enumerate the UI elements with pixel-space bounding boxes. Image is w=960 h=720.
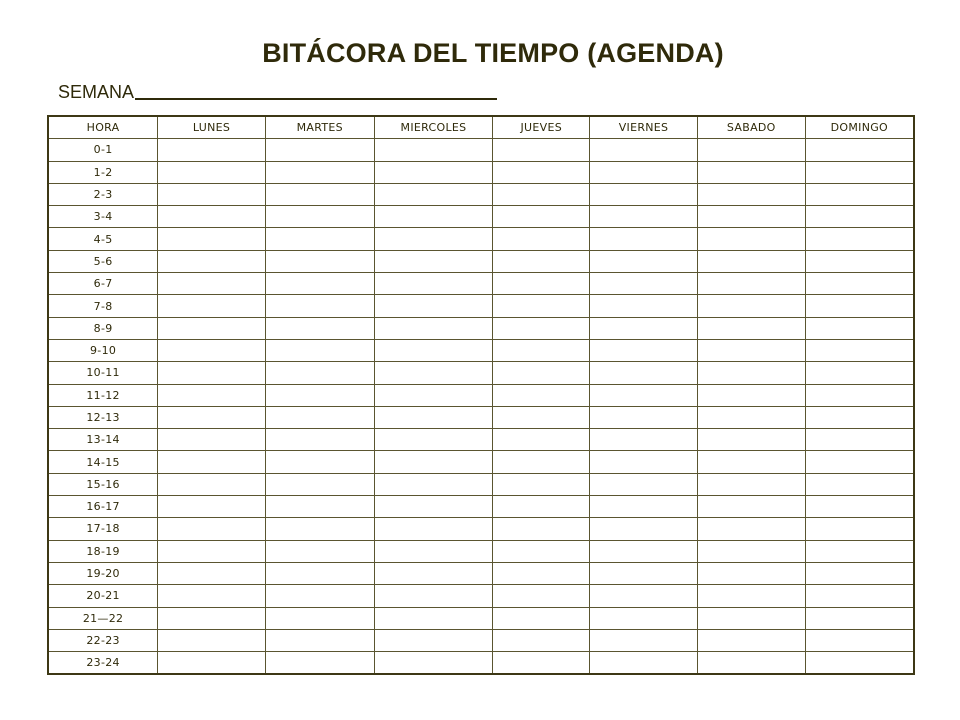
agenda-cell-miercoles[interactable]	[374, 384, 493, 406]
agenda-cell-lunes[interactable]	[158, 183, 266, 205]
agenda-cell-miercoles[interactable]	[374, 228, 493, 250]
agenda-cell-lunes[interactable]	[158, 317, 266, 339]
header-hora: HORA	[48, 116, 158, 139]
agenda-cell-miercoles[interactable]	[374, 139, 493, 161]
agenda-cell-viernes[interactable]	[590, 652, 698, 675]
agenda-cell-viernes[interactable]	[590, 585, 698, 607]
agenda-cell-martes[interactable]	[265, 362, 374, 384]
agenda-cell-martes[interactable]	[265, 473, 374, 495]
agenda-cell-lunes[interactable]	[158, 473, 266, 495]
agenda-cell-domingo[interactable]	[805, 518, 914, 540]
table-row	[48, 496, 914, 518]
agenda-cell-lunes[interactable]	[158, 562, 266, 584]
agenda-cell-jueves[interactable]	[493, 250, 590, 272]
hour-cell: 2-3	[48, 183, 158, 205]
agenda-cell-jueves[interactable]	[493, 585, 590, 607]
agenda-cell-viernes[interactable]	[590, 473, 698, 495]
hour-cell: 20-21	[48, 585, 158, 607]
agenda-cell-viernes[interactable]	[590, 139, 698, 161]
table-row	[48, 228, 914, 250]
agenda-cell-lunes[interactable]	[158, 540, 266, 562]
agenda-cell-domingo[interactable]	[805, 429, 914, 451]
agenda-cell-jueves[interactable]	[493, 451, 590, 473]
hour-cell: 0-1	[48, 139, 158, 161]
header-viernes: VIERNES	[590, 116, 698, 139]
table-row	[48, 607, 914, 629]
week-label: SEMANA	[58, 82, 135, 102]
agenda-cell-domingo[interactable]	[805, 228, 914, 250]
page-title: BITÁCORA DEL TIEMPO (AGENDA)	[262, 38, 724, 68]
agenda-cell-viernes[interactable]	[590, 406, 698, 428]
table-row	[48, 406, 914, 428]
agenda-cell-sabado[interactable]	[697, 384, 805, 406]
agenda-cell-jueves[interactable]	[493, 406, 590, 428]
agenda-cell-sabado[interactable]	[697, 206, 805, 228]
agenda-cell-jueves[interactable]	[493, 384, 590, 406]
agenda-cell-martes[interactable]	[265, 562, 374, 584]
agenda-cell-lunes[interactable]	[158, 518, 266, 540]
table-row	[48, 451, 914, 473]
agenda-cell-jueves[interactable]	[493, 473, 590, 495]
agenda-cell-martes[interactable]	[265, 206, 374, 228]
header-lunes: LUNES	[158, 116, 266, 139]
agenda-cell-sabado[interactable]	[697, 562, 805, 584]
agenda-cell-miercoles[interactable]	[374, 273, 493, 295]
agenda-cell-lunes[interactable]	[158, 629, 266, 651]
hour-cell: 11-12	[48, 384, 158, 406]
agenda-cell-sabado[interactable]	[697, 607, 805, 629]
hour-cell: 15-16	[48, 473, 158, 495]
agenda-cell-jueves[interactable]	[493, 317, 590, 339]
agenda-cell-martes[interactable]	[265, 183, 374, 205]
hour-cell: 4-5	[48, 228, 158, 250]
hour-cell: 23-24	[48, 652, 158, 675]
agenda-cell-miercoles[interactable]	[374, 161, 493, 183]
agenda-cell-jueves[interactable]	[493, 496, 590, 518]
agenda-cell-miercoles[interactable]	[374, 206, 493, 228]
agenda-cell-lunes[interactable]	[158, 139, 266, 161]
agenda-cell-miercoles[interactable]	[374, 317, 493, 339]
agenda-cell-lunes[interactable]	[158, 496, 266, 518]
agenda-cell-lunes[interactable]	[158, 161, 266, 183]
hour-cell: 8-9	[48, 317, 158, 339]
agenda-cell-viernes[interactable]	[590, 518, 698, 540]
agenda-cell-lunes[interactable]	[158, 228, 266, 250]
agenda-cell-martes[interactable]	[265, 607, 374, 629]
agenda-cell-viernes[interactable]	[590, 607, 698, 629]
agenda-cell-domingo[interactable]	[805, 629, 914, 651]
agenda-cell-sabado[interactable]	[697, 228, 805, 250]
agenda-cell-domingo[interactable]	[805, 540, 914, 562]
agenda-cell-martes[interactable]	[265, 295, 374, 317]
agenda-cell-miercoles[interactable]	[374, 451, 493, 473]
hour-cell: 21—22	[48, 607, 158, 629]
hour-cell: 6-7	[48, 273, 158, 295]
agenda-cell-martes[interactable]	[265, 652, 374, 675]
agenda-cell-lunes[interactable]	[158, 250, 266, 272]
agenda-cell-sabado[interactable]	[697, 339, 805, 361]
agenda-cell-lunes[interactable]	[158, 406, 266, 428]
agenda-cell-domingo[interactable]	[805, 451, 914, 473]
agenda-cell-lunes[interactable]	[158, 295, 266, 317]
agenda-cell-miercoles[interactable]	[374, 295, 493, 317]
table-row	[48, 429, 914, 451]
agenda-table	[47, 115, 915, 675]
agenda-cell-domingo[interactable]	[805, 473, 914, 495]
agenda-cell-jueves[interactable]	[493, 295, 590, 317]
agenda-cell-viernes[interactable]	[590, 629, 698, 651]
agenda-cell-viernes[interactable]	[590, 250, 698, 272]
agenda-cell-jueves[interactable]	[493, 339, 590, 361]
agenda-cell-lunes[interactable]	[158, 339, 266, 361]
agenda-cell-miercoles[interactable]	[374, 585, 493, 607]
agenda-cell-martes[interactable]	[265, 161, 374, 183]
table-row	[48, 384, 914, 406]
agenda-cell-martes[interactable]	[265, 250, 374, 272]
agenda-cell-martes[interactable]	[265, 585, 374, 607]
agenda-cell-lunes[interactable]	[158, 273, 266, 295]
agenda-cell-domingo[interactable]	[805, 585, 914, 607]
table-row	[48, 273, 914, 295]
agenda-cell-domingo[interactable]	[805, 317, 914, 339]
agenda-cell-domingo[interactable]	[805, 562, 914, 584]
agenda-cell-sabado[interactable]	[697, 629, 805, 651]
hour-cell: 9-10	[48, 339, 158, 361]
hour-cell: 3-4	[48, 206, 158, 228]
agenda-cell-martes[interactable]	[265, 629, 374, 651]
hour-cell: 22-23	[48, 629, 158, 651]
agenda-cell-jueves[interactable]	[493, 652, 590, 675]
hour-cell: 5-6	[48, 250, 158, 272]
agenda-cell-viernes[interactable]	[590, 429, 698, 451]
agenda-cell-martes[interactable]	[265, 451, 374, 473]
agenda-cell-lunes[interactable]	[158, 429, 266, 451]
hour-cell: 13-14	[48, 429, 158, 451]
table-row	[48, 183, 914, 205]
agenda-cell-viernes[interactable]	[590, 339, 698, 361]
agenda-body	[48, 139, 914, 675]
agenda-cell-martes[interactable]	[265, 228, 374, 250]
header-martes: MARTES	[265, 116, 374, 139]
agenda-cell-martes[interactable]	[265, 384, 374, 406]
header-jueves: JUEVES	[493, 116, 590, 139]
agenda-cell-miercoles[interactable]	[374, 496, 493, 518]
agenda-cell-jueves[interactable]	[493, 183, 590, 205]
hour-cell: 10-11	[48, 362, 158, 384]
agenda-cell-sabado[interactable]	[697, 295, 805, 317]
header-domingo: DOMINGO	[805, 116, 914, 139]
agenda-cell-jueves[interactable]	[493, 139, 590, 161]
week-blank-line	[135, 98, 497, 100]
agenda-cell-sabado[interactable]	[697, 451, 805, 473]
agenda-cell-viernes[interactable]	[590, 540, 698, 562]
agenda-cell-sabado[interactable]	[697, 473, 805, 495]
agenda-cell-domingo[interactable]	[805, 384, 914, 406]
agenda-cell-jueves[interactable]	[493, 518, 590, 540]
agenda-cell-viernes[interactable]	[590, 384, 698, 406]
agenda-cell-martes[interactable]	[265, 518, 374, 540]
hour-cell: 12-13	[48, 406, 158, 428]
table-row	[48, 295, 914, 317]
agenda-cell-sabado[interactable]	[697, 496, 805, 518]
agenda-cell-miercoles[interactable]	[374, 562, 493, 584]
hour-cell: 7-8	[48, 295, 158, 317]
agenda-cell-viernes[interactable]	[590, 295, 698, 317]
agenda-cell-lunes[interactable]	[158, 451, 266, 473]
agenda-cell-lunes[interactable]	[158, 206, 266, 228]
agenda-cell-domingo[interactable]	[805, 250, 914, 272]
agenda-cell-sabado[interactable]	[697, 250, 805, 272]
table-row	[48, 250, 914, 272]
agenda-cell-viernes[interactable]	[590, 317, 698, 339]
agenda-cell-domingo[interactable]	[805, 139, 914, 161]
agenda-cell-domingo[interactable]	[805, 362, 914, 384]
agenda-cell-miercoles[interactable]	[374, 406, 493, 428]
hour-cell: 17-18	[48, 518, 158, 540]
agenda-cell-sabado[interactable]	[697, 139, 805, 161]
agenda-cell-lunes[interactable]	[158, 362, 266, 384]
header-miercoles: MIERCOLES	[374, 116, 493, 139]
agenda-cell-viernes[interactable]	[590, 183, 698, 205]
table-row	[48, 161, 914, 183]
table-row	[48, 518, 914, 540]
agenda-cell-viernes[interactable]	[590, 273, 698, 295]
hour-cell: 14-15	[48, 451, 158, 473]
agenda-cell-miercoles[interactable]	[374, 362, 493, 384]
agenda-cell-domingo[interactable]	[805, 339, 914, 361]
hour-cell: 18-19	[48, 540, 158, 562]
table-row	[48, 585, 914, 607]
agenda-cell-jueves[interactable]	[493, 228, 590, 250]
header-sabado: SABADO	[697, 116, 805, 139]
agenda-cell-viernes[interactable]	[590, 161, 698, 183]
agenda-cell-miercoles[interactable]	[374, 652, 493, 675]
agenda-cell-domingo[interactable]	[805, 496, 914, 518]
agenda-cell-jueves[interactable]	[493, 273, 590, 295]
table-row	[48, 362, 914, 384]
agenda-cell-martes[interactable]	[265, 496, 374, 518]
agenda-cell-domingo[interactable]	[805, 652, 914, 675]
agenda-cell-domingo[interactable]	[805, 161, 914, 183]
table-row	[48, 139, 914, 161]
agenda-cell-jueves[interactable]	[493, 362, 590, 384]
agenda-cell-jueves[interactable]	[493, 562, 590, 584]
agenda-cell-viernes[interactable]	[590, 228, 698, 250]
header-row	[48, 116, 914, 139]
table-row	[48, 562, 914, 584]
agenda-cell-domingo[interactable]	[805, 295, 914, 317]
table-row	[48, 473, 914, 495]
agenda-cell-sabado[interactable]	[697, 183, 805, 205]
hour-cell: 16-17	[48, 496, 158, 518]
hour-cell: 1-2	[48, 161, 158, 183]
agenda-cell-lunes[interactable]	[158, 585, 266, 607]
agenda-cell-martes[interactable]	[265, 273, 374, 295]
agenda-cell-miercoles[interactable]	[374, 429, 493, 451]
agenda-cell-sabado[interactable]	[697, 540, 805, 562]
agenda-cell-miercoles[interactable]	[374, 540, 493, 562]
agenda-cell-miercoles[interactable]	[374, 518, 493, 540]
agenda-cell-miercoles[interactable]	[374, 250, 493, 272]
agenda-cell-miercoles[interactable]	[374, 607, 493, 629]
agenda-cell-miercoles[interactable]	[374, 183, 493, 205]
table-row	[48, 540, 914, 562]
agenda-cell-sabado[interactable]	[697, 518, 805, 540]
agenda-cell-martes[interactable]	[265, 317, 374, 339]
agenda-cell-martes[interactable]	[265, 339, 374, 361]
agenda-cell-viernes[interactable]	[590, 451, 698, 473]
agenda-cell-sabado[interactable]	[697, 161, 805, 183]
agenda-cell-jueves[interactable]	[493, 540, 590, 562]
table-row	[48, 652, 914, 675]
agenda-cell-martes[interactable]	[265, 406, 374, 428]
agenda-cell-domingo[interactable]	[805, 607, 914, 629]
agenda-cell-domingo[interactable]	[805, 406, 914, 428]
agenda-cell-miercoles[interactable]	[374, 473, 493, 495]
agenda-cell-martes[interactable]	[265, 429, 374, 451]
table-row	[48, 206, 914, 228]
agenda-cell-miercoles[interactable]	[374, 339, 493, 361]
agenda-cell-viernes[interactable]	[590, 496, 698, 518]
agenda-cell-sabado[interactable]	[697, 317, 805, 339]
agenda-cell-lunes[interactable]	[158, 607, 266, 629]
agenda-cell-sabado[interactable]	[697, 429, 805, 451]
agenda-cell-viernes[interactable]	[590, 362, 698, 384]
agenda-cell-sabado[interactable]	[697, 273, 805, 295]
agenda-cell-sabado[interactable]	[697, 585, 805, 607]
agenda-cell-jueves[interactable]	[493, 429, 590, 451]
agenda-cell-domingo[interactable]	[805, 183, 914, 205]
agenda-cell-viernes[interactable]	[590, 206, 698, 228]
agenda-cell-lunes[interactable]	[158, 652, 266, 675]
agenda-cell-jueves[interactable]	[493, 161, 590, 183]
agenda-cell-lunes[interactable]	[158, 384, 266, 406]
agenda-cell-domingo[interactable]	[805, 206, 914, 228]
agenda-cell-jueves[interactable]	[493, 629, 590, 651]
agenda-cell-miercoles[interactable]	[374, 629, 493, 651]
agenda-cell-sabado[interactable]	[697, 362, 805, 384]
table-row	[48, 339, 914, 361]
agenda-cell-domingo[interactable]	[805, 273, 914, 295]
agenda-cell-jueves[interactable]	[493, 206, 590, 228]
agenda-cell-viernes[interactable]	[590, 562, 698, 584]
hour-cell: 19-20	[48, 562, 158, 584]
table-row	[48, 629, 914, 651]
agenda-cell-jueves[interactable]	[493, 607, 590, 629]
agenda-cell-sabado[interactable]	[697, 406, 805, 428]
agenda-cell-martes[interactable]	[265, 139, 374, 161]
agenda-cell-sabado[interactable]	[697, 652, 805, 675]
week-field	[58, 82, 497, 103]
agenda-cell-martes[interactable]	[265, 540, 374, 562]
table-row	[48, 317, 914, 339]
